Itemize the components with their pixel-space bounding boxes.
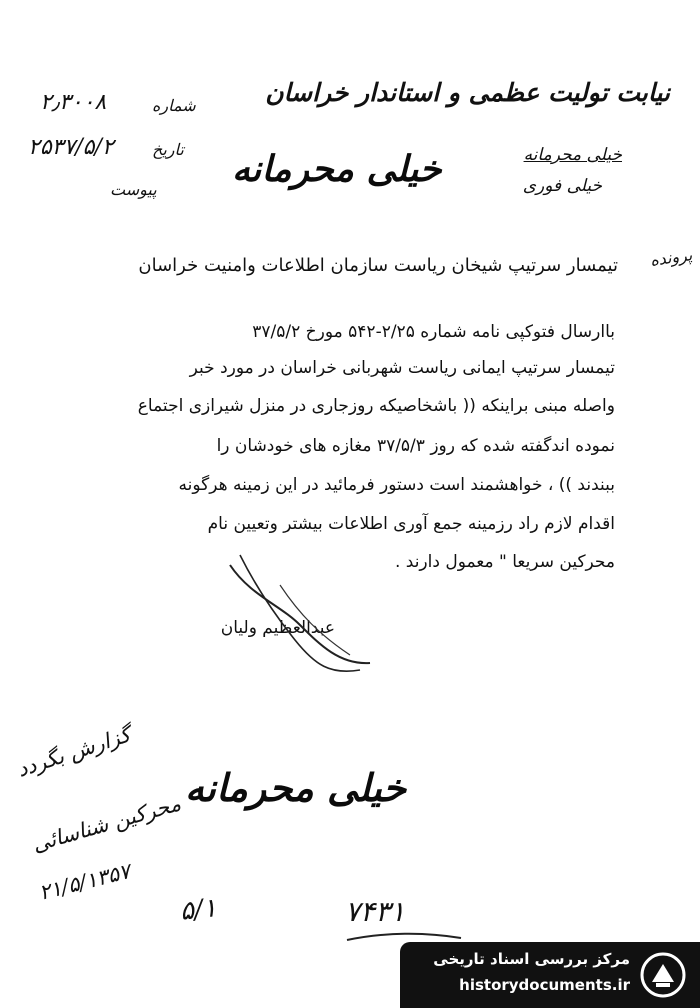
watermark-name: مرکز بررسی اسناد تاریخی <box>433 950 630 968</box>
top-classification-stamp: خیلی محرمانه <box>232 148 442 190</box>
body-line-1: باارسال فتوکپی نامه شماره ۲/۲۵-۵۴۲ مورخ ۳۷/۵/۲ <box>252 322 615 342</box>
handwritten-note-1: گزارش بگردد <box>14 722 134 782</box>
number-label: شماره <box>152 96 196 115</box>
handwritten-note-3: ۲۱/۵/۱۳۵۷ <box>36 859 133 905</box>
signature-scribble <box>220 545 380 685</box>
addressee-line: تیمسار سرتیپ شیخان ریاست سازمان اطلاعات وامنیت خراسان <box>138 255 618 276</box>
body-line-2: تیمسار سرتیپ ایمانی ریاست شهربانی خراسان در مورد خبر <box>189 358 615 378</box>
bottom-classification-stamp: خیلی محرمانه <box>185 765 407 810</box>
body-line-4: نموده اندگفته شده که روز ۳۷/۵/۳ مغازه های خودشان را <box>216 436 615 456</box>
watermark-url: historydocuments.ir <box>459 976 630 994</box>
archive-logo-icon <box>638 950 688 1000</box>
attachment-label: پیوست <box>110 180 157 199</box>
handwritten-note-2: محرکین شناسائی <box>29 791 184 857</box>
margin-note: پرونده <box>648 245 694 270</box>
handwritten-number: ۷۴۳۱ <box>345 895 406 928</box>
date-value: ۲۵۳۷/۵/۲ <box>28 135 114 160</box>
classification-very-confidential: خیلی محرمانه <box>523 145 622 165</box>
date-label: تاریخ <box>152 140 184 159</box>
number-value: ۲٫۳۰۰۸ <box>40 90 107 115</box>
handwritten-note-4: ۵/۱ <box>178 893 219 927</box>
office-title: نیابت تولیت عظمی و استاندار خراسان <box>265 78 670 107</box>
body-line-5: ببندند )) ، خواهشمند است دستور فرمائید در این زمینه هرگونه <box>178 475 615 495</box>
signatory-name: عبدالعظیم ولیان <box>220 618 335 638</box>
body-line-3: واصله مبنی براینکه (( باشخاصیکه روزجاری در منزل شیرازی اجتماع <box>137 396 615 416</box>
body-line-6: اقدام لازم راد رزمینه جمع آوری اطلاعات بیشتر وتعیین نام <box>207 514 615 534</box>
classification-very-urgent: خیلی فوری <box>522 176 602 196</box>
body-line-7: محرکین سریعا " معمول دارند . <box>394 552 615 572</box>
